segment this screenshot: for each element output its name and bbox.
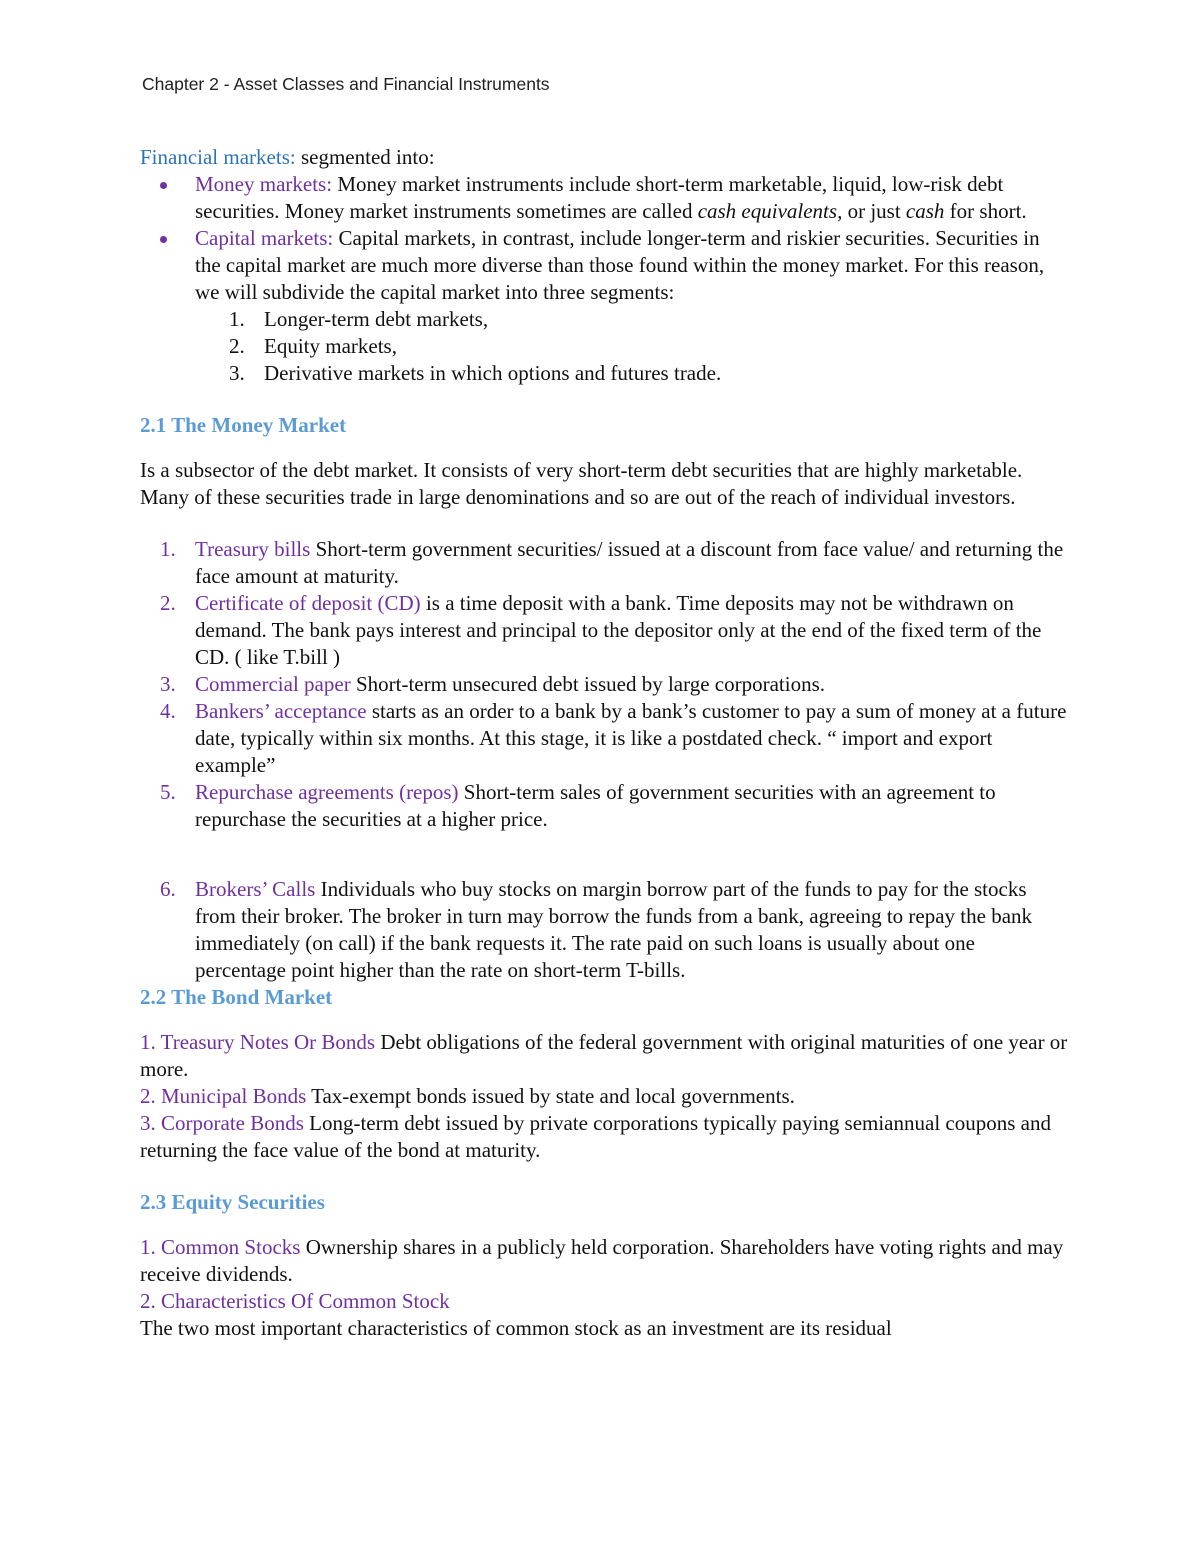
list-text: Short-term unsecured debt issued by large corporations. (350, 672, 826, 696)
list-item (140, 671, 1070, 698)
list-text: Individuals who buy stocks on margin borrow part of the funds to pay for the stocks from their broker. The broker in turn may borrow the funds from a bank, agreeing to repay the bank immediately (on call) if the bank requests it. The rate paid on such loans is usually about one percentage point higher than the rate on short-term T-bills. (195, 877, 1033, 982)
segment-text: Longer-term debt markets, (264, 307, 489, 331)
bond-term: 1. Treasury Notes Or Bonds (140, 1030, 376, 1054)
list-item (140, 779, 1070, 833)
segment-text: Derivative markets in which options and futures trade. (264, 361, 722, 385)
bullet-text: Money market instruments include short-term marketable, liquid, low-risk debt securities. Money market instruments sometimes are called (195, 172, 1004, 223)
list-number: 6. (160, 877, 176, 901)
list-term: Repurchase agreements (repos) (195, 780, 459, 804)
list-item (140, 590, 1070, 671)
bond-text: Long-term debt issued by private corporations typically paying semiannual coupons and returning the face value of the bond at maturity. (140, 1111, 1051, 1162)
bond-text: Tax-exempt bonds issued by state and local governments. (306, 1084, 795, 1108)
market-bullet (140, 225, 1070, 306)
bond-term: 2. Municipal Bonds (140, 1084, 307, 1108)
bullet-term: Capital markets: (195, 226, 334, 250)
bullet-dot-icon (160, 182, 167, 189)
segment-number: 3. (229, 361, 245, 385)
list-text: is a time deposit with a bank. Time deposits may not be withdrawn on demand. The bank pays interest and principal to the depositor only at the end of the fixed term of the CD. ( like T.bill ) (195, 591, 1042, 669)
list-term: Treasury bills (195, 537, 311, 561)
equity-term: 1. Common Stocks (140, 1235, 301, 1259)
list-term: Bankers’ acceptance (195, 699, 367, 723)
money-market-paragraph: Is a subsector of the debt market. It consists of very short-term debt securities that are highly marketable. Many of these securities trade in large denominations and so are out of the reach of individual investors. (140, 458, 1023, 509)
segment-item (140, 306, 1070, 333)
section-heading-money-market: 2.1 The Money Market (140, 413, 347, 437)
bond-text: Debt obligations of the federal government with original maturities of one year or more. (140, 1030, 1068, 1081)
section-heading-equity: 2.3 Equity Securities (140, 1190, 325, 1214)
list-item (140, 698, 1070, 779)
list-text: Short-term sales of government securities with an agreement to repurchase the securities at a higher price. (195, 780, 996, 831)
list-term: Brokers’ Calls (195, 877, 316, 901)
list-text: starts as an order to a bank by a bank’s customer to pay a sum of money at a future date, typically within six months. At this stage, it is like a postdated check. “ import and export example” (195, 699, 1067, 777)
segment-item (140, 360, 1070, 387)
segment-item (140, 333, 1070, 360)
bond-item (140, 1029, 1070, 1083)
segment-number: 1. (229, 307, 245, 331)
list-number: 2. (160, 591, 176, 615)
list-number: 4. (160, 699, 176, 723)
intro-line (140, 144, 1070, 171)
intro-text: segmented into: (295, 145, 435, 169)
equity-text: Ownership shares in a publicly held corporation. Shareholders have voting rights and may receive dividends. (140, 1235, 1064, 1286)
list-item (140, 876, 1070, 984)
equity-item (140, 1288, 1070, 1315)
intro-term: Financial markets: (140, 145, 296, 169)
equity-item (140, 1234, 1070, 1288)
list-number: 5. (160, 780, 176, 804)
list-text: Short-term government securities/ issued at a discount from face value/ and returning the face amount at maturity. (195, 537, 1064, 588)
list-term: Commercial paper (195, 672, 351, 696)
list-number: 3. (160, 672, 176, 696)
list-item (140, 536, 1070, 590)
list-number: 1. (160, 537, 176, 561)
page-header: Chapter 2 - Asset Classes and Financial Instruments (142, 74, 550, 94)
bullet-italic: cash (905, 199, 945, 223)
document-body (140, 144, 1070, 1342)
equity-paragraph: The two most important characteristics of common stock as an investment are its residual (140, 1316, 892, 1340)
equity-term: 2. Characteristics Of Common Stock (140, 1289, 450, 1313)
list-term: Certificate of deposit (CD) (195, 591, 421, 615)
bullet-italic: cash equivalents, (697, 199, 843, 223)
bullet-term: Money markets: (195, 172, 333, 196)
segment-number: 2. (229, 334, 245, 358)
bond-item (140, 1110, 1070, 1164)
bond-term: 3. Corporate Bonds (140, 1111, 304, 1135)
market-bullet (140, 171, 1070, 225)
bullet-dot-icon (160, 236, 167, 243)
bullet-text: Capital markets, in contrast, include longer-term and riskier securities. Securities in the capital market are much more diverse than those found within the money market. For this reason, we will subdivide the capital market into three segments: (195, 226, 1045, 304)
bullet-text: for short. (944, 199, 1027, 223)
bullet-text: or just (842, 199, 906, 223)
segment-text: Equity markets, (264, 334, 397, 358)
section-heading-bond-market: 2.2 The Bond Market (140, 985, 333, 1009)
bond-item (140, 1083, 1070, 1110)
